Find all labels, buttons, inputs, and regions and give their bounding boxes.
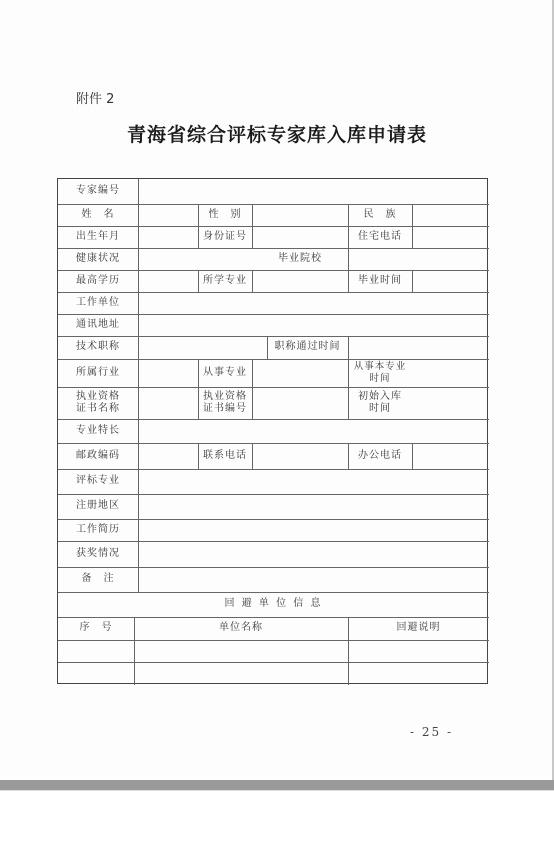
page-divider: [0, 780, 554, 790]
label-home-phone: 住宅电话: [358, 230, 402, 242]
next-page-top: [0, 790, 554, 853]
col-header-unit: 单位名称: [219, 622, 263, 634]
col-header-note: 回避说明: [396, 622, 441, 634]
label-expert-no: 专家编号: [76, 185, 120, 197]
label-grad-time: 毕业时间: [358, 274, 402, 286]
label-eval-major: 评标专业: [76, 475, 120, 487]
attachment-label: 附件 2: [76, 92, 115, 107]
label-id-no: 身份证号: [203, 230, 247, 242]
label-gender: 性 别: [208, 208, 242, 220]
page-title: 青海省综合评标专家库入库申请表: [126, 124, 427, 146]
label-work-unit: 工作单位: [76, 296, 120, 308]
application-form-table: [57, 178, 488, 684]
label-graduate-school: 毕业院校: [278, 252, 322, 264]
label-office-phone: 办公电话: [358, 449, 402, 461]
label-region: 注册地区: [76, 500, 120, 512]
col-line: [412, 204, 413, 248]
col-line: [412, 443, 413, 469]
label-ethnicity: 民 族: [363, 208, 397, 220]
label-remarks: 备 注: [81, 573, 115, 585]
label-initial-entry: 初始入库 时间: [358, 390, 402, 414]
col-line: [252, 270, 253, 292]
label-title-tech: 技术职称: [76, 341, 120, 353]
label-specialty: 专业特长: [76, 424, 120, 436]
col-line: [412, 270, 413, 292]
avoid-units-header: 回 避 单 位 信 息: [224, 598, 323, 610]
label-address: 通讯地址: [76, 318, 120, 330]
label-awards: 获奖情况: [76, 547, 120, 559]
label-engaged-years: 从事本专业 时间: [353, 361, 407, 384]
row-line: [58, 662, 489, 663]
label-title-pass-time: 职称通过时间: [274, 341, 341, 353]
label-cert-no: 执业资格 证书编号: [203, 390, 247, 414]
label-engaged-major: 从事专业: [203, 366, 247, 378]
label-industry: 所属行业: [76, 366, 120, 378]
label-cert-name: 执业资格 证书名称: [76, 390, 120, 414]
col-line: [252, 359, 253, 419]
row-line: [58, 640, 489, 641]
label-name: 姓 名: [81, 208, 115, 220]
label-health: 健康状况: [76, 252, 120, 264]
col-header-no: 序 号: [79, 622, 113, 634]
label-postcode: 邮政编码: [76, 449, 120, 461]
label-resume: 工作简历: [76, 523, 120, 535]
label-contact-phone: 联系电话: [203, 449, 247, 461]
col-line: [138, 179, 139, 592]
col-line: [252, 443, 253, 469]
label-major: 所学专业: [203, 274, 247, 286]
col-line: [252, 204, 253, 248]
page-number: - 25 -: [410, 725, 454, 739]
label-birth: 出生年月: [76, 230, 120, 242]
label-education: 最高学历: [76, 274, 120, 286]
